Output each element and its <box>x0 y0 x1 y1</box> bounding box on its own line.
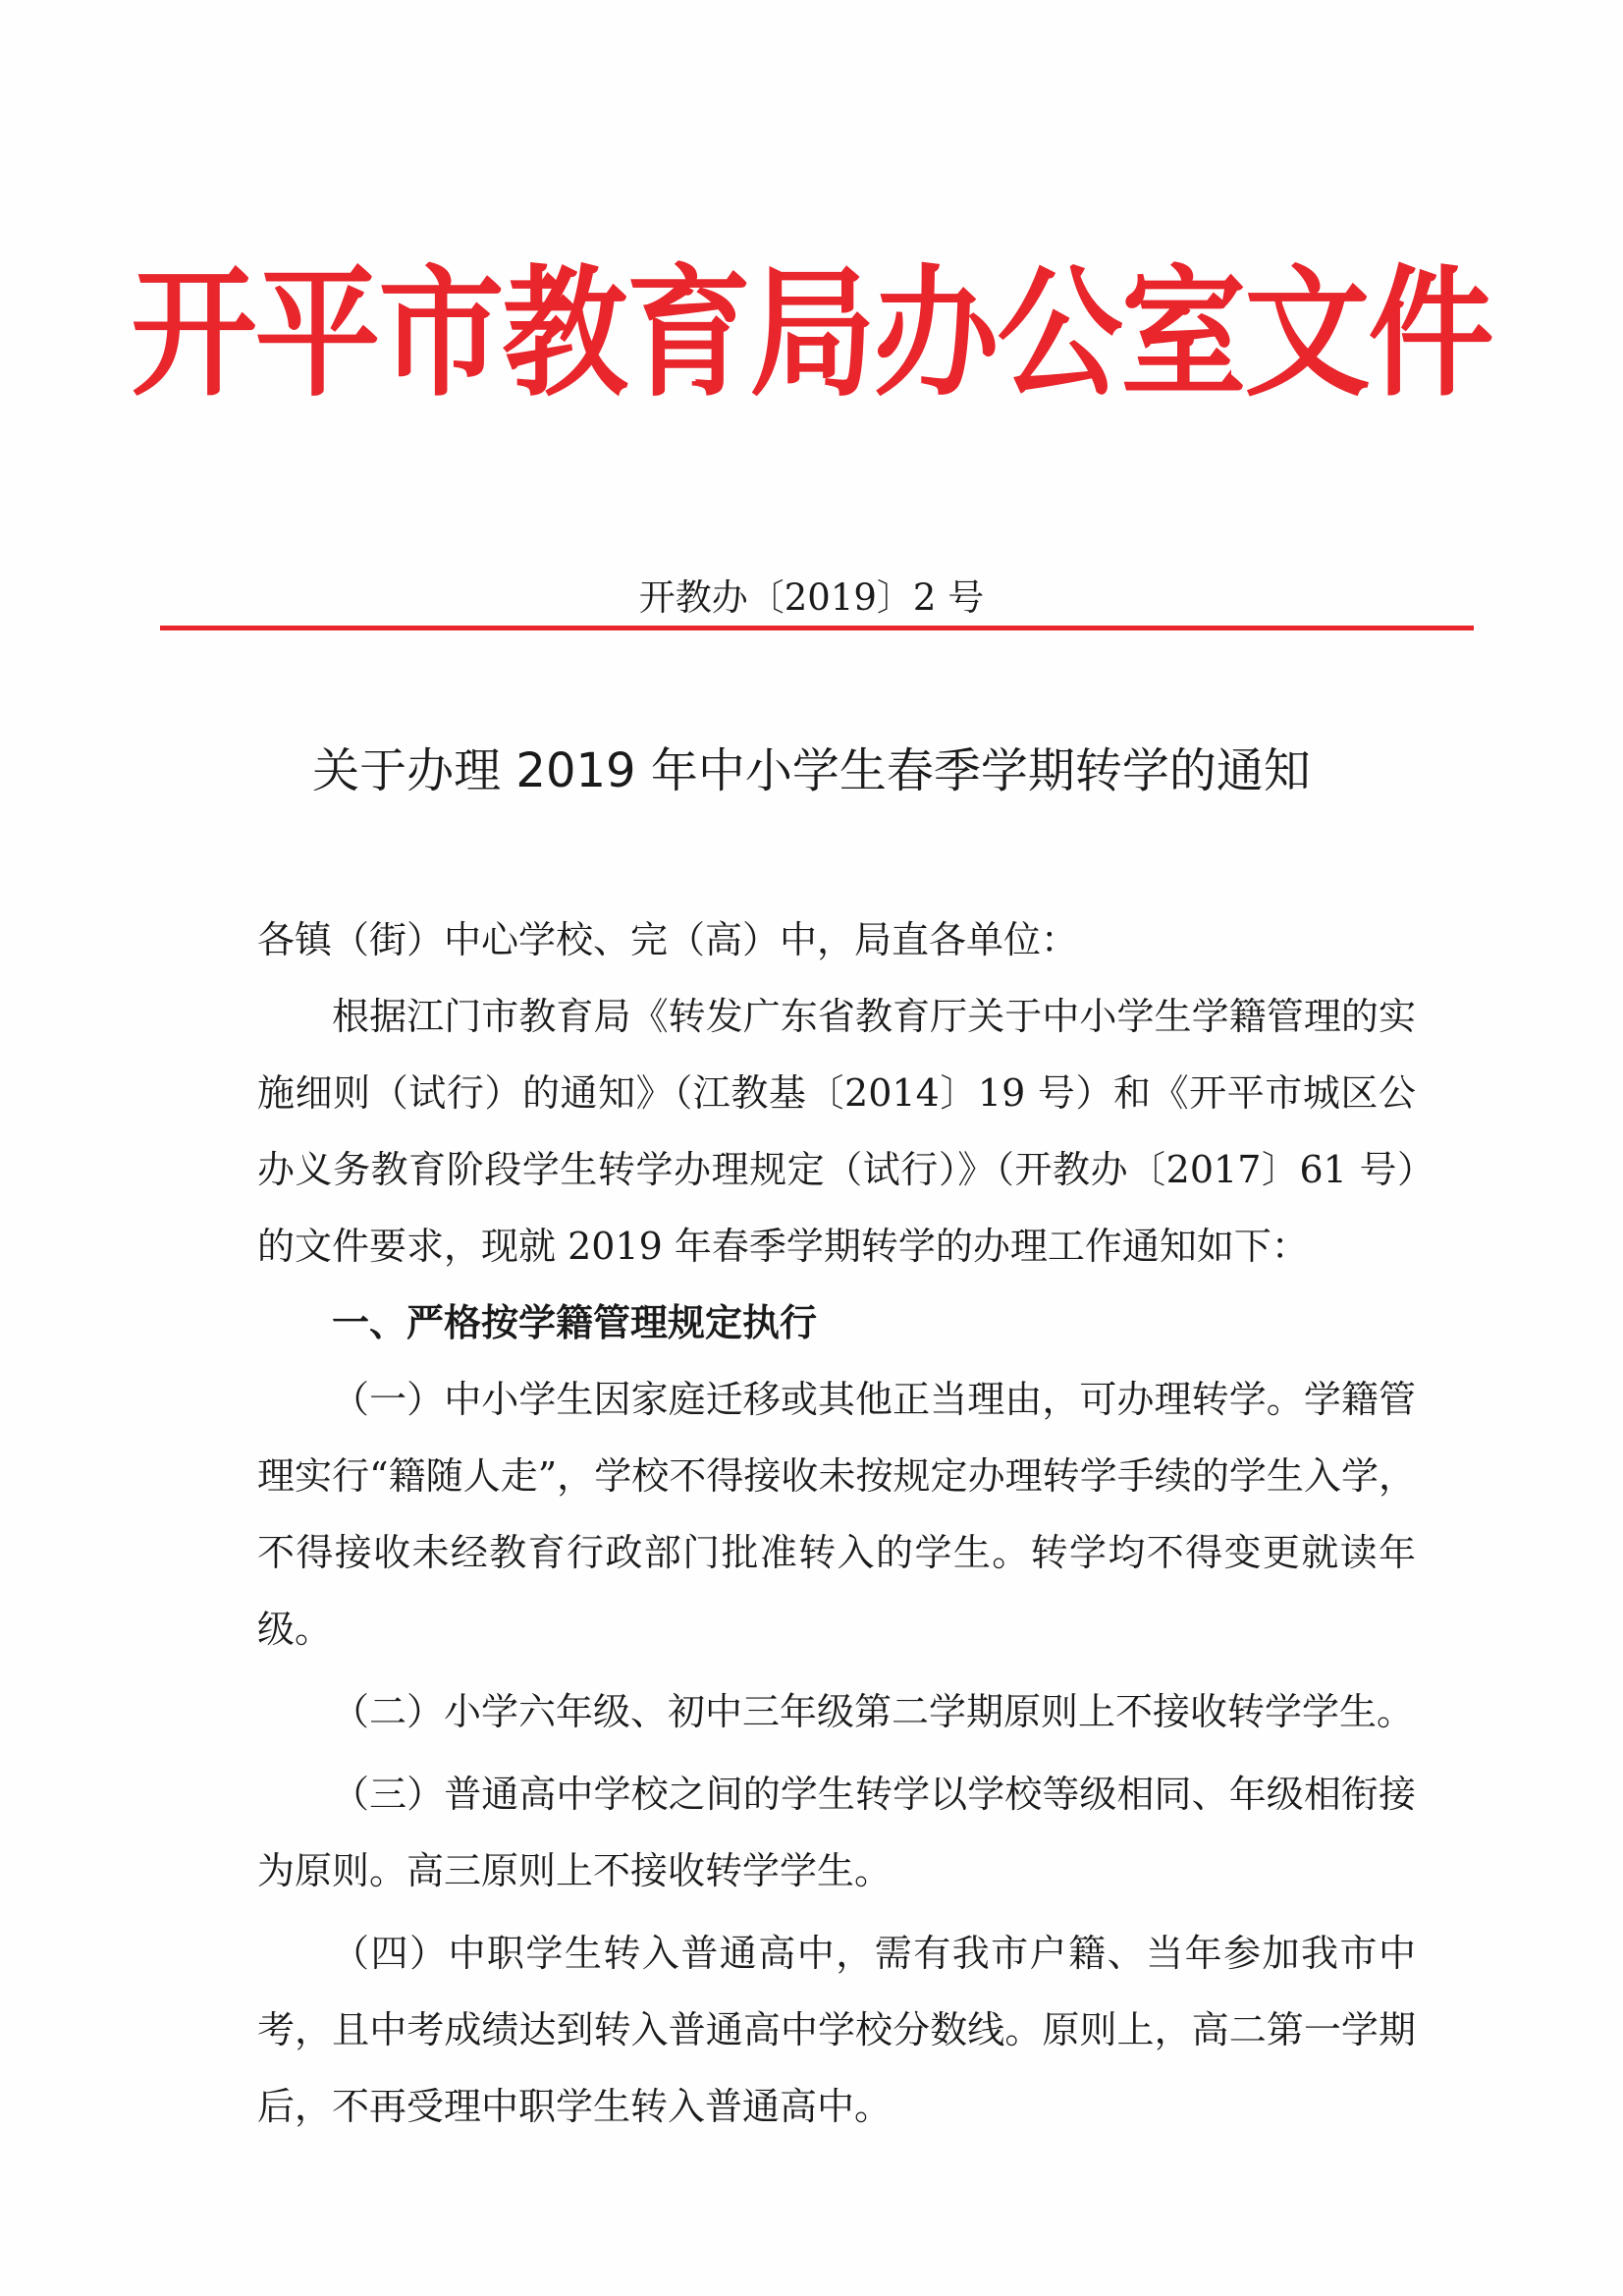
notice-title: 关于办理 2019 年中小学生春季学期转学的通知 <box>312 743 1311 798</box>
item-3-paragraph: （三）普通高中学校之间的学生转学以学校等级相同、年级相衔接为原则。高三原则上不接收转学学生。 <box>257 1773 1416 1892</box>
salutation: 各镇（街）中心学校、完（高）中，局直各单位： <box>257 918 1079 961</box>
item-4-paragraph: （四）中职学生转入普通高中，需有我市户籍、当年参加我市中考，且中考成绩达到转入普通高中学校分数线。原则上，高二第一学期后，不再受理中职学生转入普通高中。 <box>257 1932 1416 2128</box>
item-2-paragraph: （二）小学六年级、初中三年级第二学期原则上不接收转学学生。 <box>332 1690 1415 1733</box>
red-divider-line <box>160 626 1474 630</box>
document-masthead: 开平市教育局办公室文件 <box>131 251 1492 416</box>
intro-paragraph: 根据江门市教育局《转发广东省教育厅关于中小学生学籍管理的实施细则（试行）的通知》（江教基〔2014〕19 号）和《开平市城区公办义务教育阶段学生转学办理规定（试行）》（开教办〔2017〕61 号）的文件要求，现就 2019 年春季学期转学的办理工作通知如下： <box>257 995 1416 1268</box>
section-heading-1: 一、严格按学籍管理规定执行 <box>332 1301 818 1344</box>
item-1-paragraph: （一）中小学生因家庭迁移或其他正当理由，可办理转学。学籍管理实行“籍随人走”，学校不得接收未按规定办理转学手续的学生入学，不得接收未经教育行政部门批准转入的学生。转学均不得变更就读年级。 <box>257 1378 1416 1651</box>
document-number: 开教办〔2019〕2 号 <box>638 576 985 619</box>
document-body <box>257 902 1416 2145</box>
